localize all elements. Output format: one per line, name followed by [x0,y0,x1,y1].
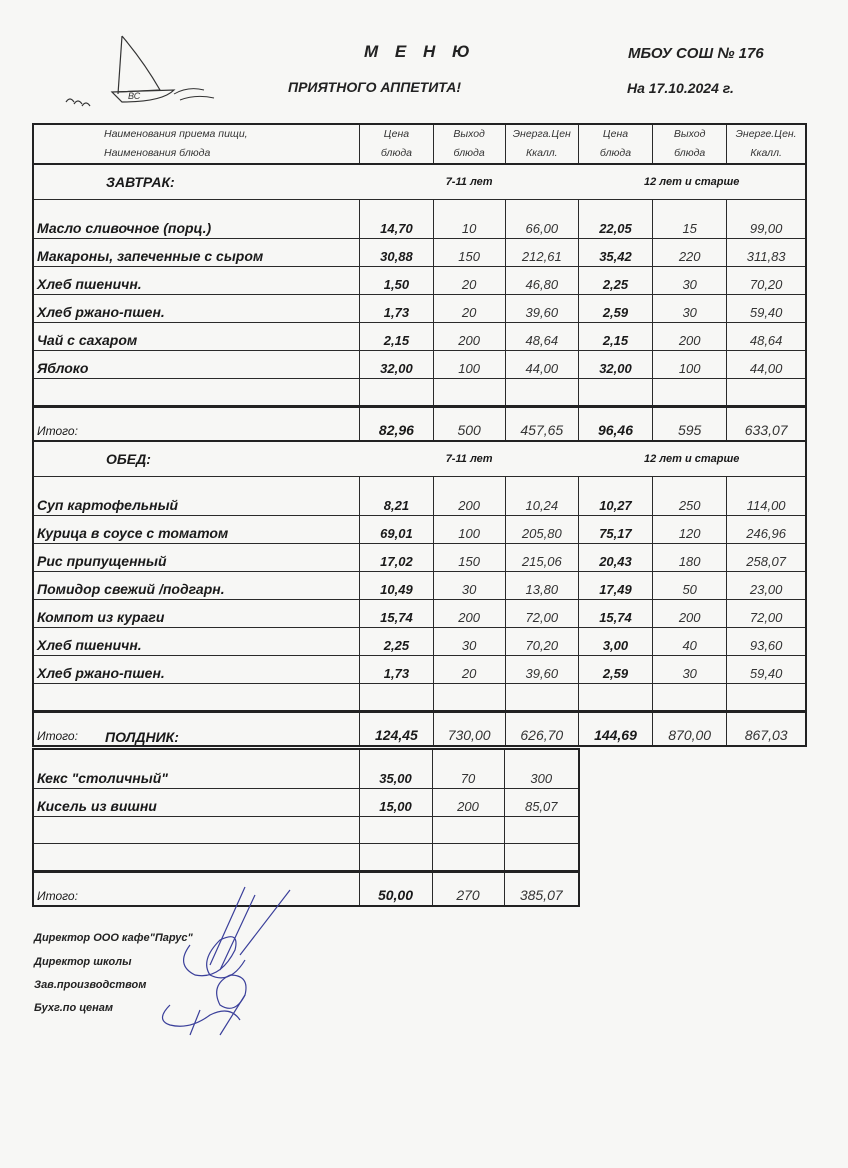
energy-cell: 48,64 [505,323,578,351]
price-cell: 15,74 [360,600,433,628]
yield-cell: 30 [653,656,727,684]
yield-cell: 100 [433,516,505,544]
page-subtitle: ПРИЯТНОГО АППЕТИТА! [288,79,462,95]
price-cell: 75,17 [578,516,652,544]
empty-row [33,844,579,872]
table-row [33,789,579,817]
dish-name: Итого: [33,872,359,907]
empty-row [33,379,806,407]
dish-name [33,684,360,712]
snack-section-title: ПОЛДНИК: [105,729,179,745]
yield-cell: 250 [653,477,727,516]
svg-text:ВС: ВС [128,91,141,101]
yield-cell: 50 [653,572,727,600]
price-cell: 124,45 [360,712,433,747]
energy-cell: 66,00 [505,200,578,239]
header-energy: Энерге.Цен. Ккалл. [727,124,806,164]
yield-cell: 30 [433,628,505,656]
price-cell: 50,00 [359,872,432,907]
price-cell: 69,01 [360,516,433,544]
dish-name: Хлеб ржано-пшен. [33,295,360,323]
yield-cell: 500 [433,407,505,442]
dish-name: Помидор свежий /подгарн. [33,572,360,600]
dish-name: Итого: [33,712,360,747]
price-cell: 15,74 [578,600,652,628]
price-cell: 2,25 [360,628,433,656]
energy-cell: 99,00 [727,200,806,239]
table-row [33,295,806,323]
yield-cell: 20 [433,295,505,323]
dish-name: Суп картофельный [33,477,360,516]
price-cell: 32,00 [360,351,433,379]
dish-name [33,844,359,872]
price-cell: 32,00 [578,351,652,379]
yield-cell [653,684,727,712]
yield-cell: 150 [433,239,505,267]
energy-cell: 39,60 [505,295,578,323]
table-header [33,124,806,164]
energy-cell: 23,00 [727,572,806,600]
energy-cell: 205,80 [505,516,578,544]
price-cell: 96,46 [578,407,652,442]
energy-cell: 300 [504,749,579,789]
dish-name: Итого: [33,407,360,442]
yield-cell: 40 [653,628,727,656]
table-row [33,239,806,267]
section-header [33,164,806,200]
yield-cell: 200 [653,323,727,351]
price-cell [578,379,652,407]
yield-cell: 20 [433,267,505,295]
lunch-section [33,441,806,746]
header-yield: Выход блюда [433,124,505,164]
yield-cell [433,379,505,407]
price-cell: 1,73 [360,656,433,684]
empty-row [33,817,579,844]
price-cell [578,684,652,712]
yield-cell: 30 [653,267,727,295]
table-row [33,544,806,572]
energy-cell: 10,24 [505,477,578,516]
yield-cell: 100 [433,351,505,379]
price-cell: 14,70 [360,200,433,239]
price-cell: 17,49 [578,572,652,600]
yield-cell: 20 [433,656,505,684]
dish-name: Кекс "столичный" [33,749,359,789]
energy-cell: 46,80 [505,267,578,295]
header-yield: Выход блюда [653,124,727,164]
yield-cell: 870,00 [653,712,727,747]
price-cell: 30,88 [360,239,433,267]
price-cell: 17,02 [360,544,433,572]
empty-row [33,684,806,712]
yield-cell: 220 [653,239,727,267]
signature-cafe-director: Директор ООО кафе"Парус" [34,932,193,944]
energy-cell: 13,80 [505,572,578,600]
signature-school-director: Директор школы [34,956,132,968]
yield-cell: 30 [433,572,505,600]
price-cell: 2,59 [578,295,652,323]
price-cell: 82,96 [360,407,433,442]
energy-cell: 85,07 [504,789,579,817]
price-cell: 1,50 [360,267,433,295]
dish-name: Яблоко [33,351,360,379]
price-cell: 22,05 [578,200,652,239]
table-row [33,628,806,656]
handwritten-signature-icon [150,885,300,1045]
sailboat-logo-icon [62,32,222,112]
age-group-label: 7-11 лет [360,164,579,200]
price-cell: 20,43 [578,544,652,572]
dish-name: Макароны, запеченные с сыром [33,239,360,267]
energy-cell: 39,60 [505,656,578,684]
yield-cell: 10 [433,200,505,239]
price-cell: 2,59 [578,656,652,684]
table-row [33,351,806,379]
table-row [33,200,806,239]
yield-cell [432,844,504,872]
yield-cell: 15 [653,200,727,239]
energy-cell: 385,07 [504,872,579,907]
dish-name: Курица в соусе с томатом [33,516,360,544]
yield-cell: 730,00 [433,712,505,747]
price-cell [359,817,432,844]
school-name: МБОУ СОШ № 176 [628,45,764,62]
price-cell: 1,73 [360,295,433,323]
energy-cell: 457,65 [505,407,578,442]
energy-cell: 867,03 [727,712,806,747]
total-row [33,407,806,442]
price-cell: 35,42 [578,239,652,267]
energy-cell [505,379,578,407]
section-title: ОБЕД: [33,441,360,477]
table-row [33,477,806,516]
energy-cell: 246,96 [727,516,806,544]
energy-cell: 633,07 [727,407,806,442]
dish-name [33,379,360,407]
yield-cell: 200 [433,323,505,351]
dish-name: Масло сливочное (порц.) [33,200,360,239]
price-cell: 2,15 [360,323,433,351]
energy-cell: 59,40 [727,295,806,323]
menu-table [32,123,807,747]
yield-cell [433,684,505,712]
energy-cell: 44,00 [505,351,578,379]
energy-cell: 626,70 [505,712,578,747]
table-row [33,572,806,600]
table-row [33,516,806,544]
dish-name: Хлеб пшеничн. [33,628,360,656]
snack-table [32,748,580,907]
yield-cell: 150 [433,544,505,572]
yield-cell: 180 [653,544,727,572]
section-header [33,441,806,477]
header-energy: Энерга.Цен Ккалл. [505,124,578,164]
age-group-label: 7-11 лет [360,441,579,477]
price-cell: 10,27 [578,477,652,516]
energy-cell [505,684,578,712]
table-row [33,749,579,789]
menu-date: На 17.10.2024 г. [627,80,734,96]
dish-name: Кисель из вишни [33,789,359,817]
price-cell: 35,00 [359,749,432,789]
energy-cell: 48,64 [727,323,806,351]
energy-cell: 44,00 [727,351,806,379]
price-cell: 144,69 [578,712,652,747]
yield-cell: 70 [432,749,504,789]
age-group-label: 12 лет и старше [578,164,806,200]
yield-cell: 30 [653,295,727,323]
table-row [33,323,806,351]
breakfast-section [33,164,806,441]
page-title: М Е Н Ю [364,42,476,61]
yield-cell [653,379,727,407]
age-group-label: 12 лет и старше [578,441,806,477]
energy-cell: 258,07 [727,544,806,572]
energy-cell: 311,83 [727,239,806,267]
energy-cell: 70,20 [727,267,806,295]
energy-cell [504,817,579,844]
price-cell: 2,15 [578,323,652,351]
dish-name: Чай с сахаром [33,323,360,351]
energy-cell: 93,60 [727,628,806,656]
price-cell: 3,00 [578,628,652,656]
table-row [33,656,806,684]
header-dish-name: Наименования приема пищи, Наименования блюда [33,124,360,164]
yield-cell: 200 [653,600,727,628]
price-cell: 15,00 [359,789,432,817]
price-cell [359,844,432,872]
header-price: Цена блюда [360,124,433,164]
dish-name: Рис припущенный [33,544,360,572]
energy-cell [504,844,579,872]
snack-section [33,749,579,906]
yield-cell: 200 [433,477,505,516]
yield-cell: 100 [653,351,727,379]
energy-cell: 72,00 [727,600,806,628]
yield-cell: 595 [653,407,727,442]
section-title: ЗАВТРАК: [33,164,360,200]
price-cell [360,379,433,407]
price-cell [360,684,433,712]
table-row [33,267,806,295]
energy-cell: 212,61 [505,239,578,267]
price-cell: 8,21 [360,477,433,516]
yield-cell: 120 [653,516,727,544]
yield-cell [432,817,504,844]
total-row [33,872,579,907]
energy-cell: 72,00 [505,600,578,628]
energy-cell: 70,20 [505,628,578,656]
yield-cell: 200 [433,600,505,628]
energy-cell [727,684,806,712]
signature-production-head: Зав.производством [34,979,147,991]
price-cell: 2,25 [578,267,652,295]
dish-name [33,817,359,844]
dish-name: Хлеб пшеничн. [33,267,360,295]
energy-cell [727,379,806,407]
table-row [33,600,806,628]
dish-name: Хлеб ржано-пшен. [33,656,360,684]
energy-cell: 114,00 [727,477,806,516]
dish-name: Компот из кураги [33,600,360,628]
yield-cell: 270 [432,872,504,907]
price-cell: 10,49 [360,572,433,600]
yield-cell: 200 [432,789,504,817]
energy-cell: 215,06 [505,544,578,572]
signature-accountant: Бухг.по ценам [34,1002,113,1014]
energy-cell: 59,40 [727,656,806,684]
header-price: Цена блюда [578,124,652,164]
